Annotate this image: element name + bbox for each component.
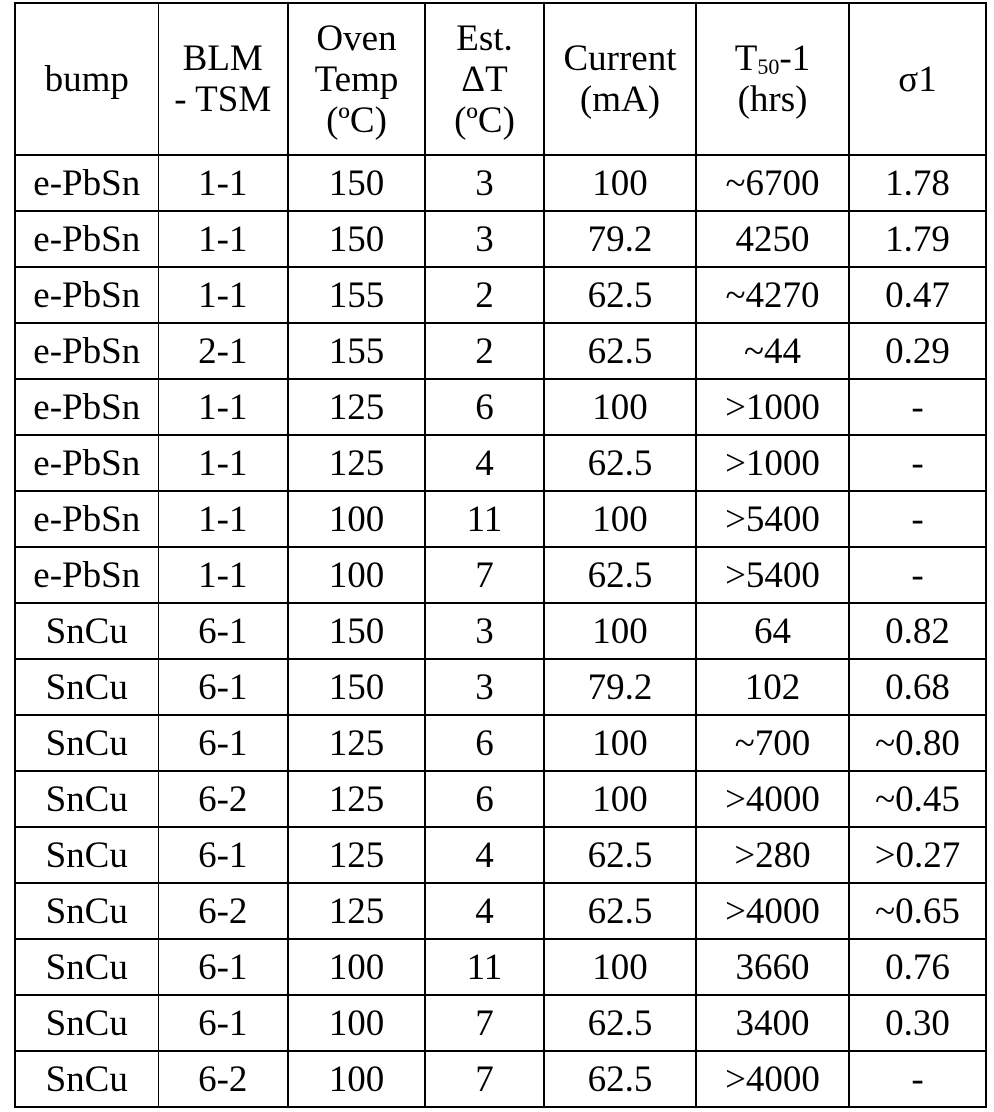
header-est-delta-t (425, 3, 544, 155)
cell-t50: 102 (696, 659, 849, 715)
header-text: (mA) (579, 79, 661, 120)
cell-oven-temp: 100 (288, 1051, 425, 1107)
table-row (15, 995, 986, 1051)
cell-t50: >4000 (696, 883, 849, 939)
table-row (15, 155, 986, 211)
cell-t50: 4250 (696, 211, 849, 267)
cell-current: 100 (544, 491, 696, 547)
header-suffix: -1 (779, 38, 811, 79)
table-row (15, 659, 986, 715)
table-row (15, 491, 986, 547)
cell-est-delta-t: 3 (425, 211, 544, 267)
cell-blm-tsm: 6-1 (158, 659, 288, 715)
header-text: σ1 (898, 58, 937, 100)
cell-sigma: 0.76 (849, 939, 986, 995)
cell-t50: >5400 (696, 491, 849, 547)
cell-est-delta-t: 6 (425, 715, 544, 771)
cell-oven-temp: 155 (288, 323, 425, 379)
cell-sigma: 0.82 (849, 603, 986, 659)
cell-current: 62.5 (544, 547, 696, 603)
cell-sigma: - (849, 547, 986, 603)
cell-current: 100 (544, 155, 696, 211)
cell-oven-temp: 125 (288, 715, 425, 771)
cell-oven-temp: 155 (288, 267, 425, 323)
cell-est-delta-t: 3 (425, 659, 544, 715)
cell-current: 79.2 (544, 659, 696, 715)
cell-est-delta-t: 7 (425, 995, 544, 1051)
cell-blm-tsm: 1-1 (158, 155, 288, 211)
cell-current: 100 (544, 939, 696, 995)
cell-est-delta-t: 2 (425, 323, 544, 379)
cell-t50: >5400 (696, 547, 849, 603)
header-text: - TSM (174, 79, 272, 120)
cell-est-delta-t: 11 (425, 491, 544, 547)
cell-current: 62.5 (544, 883, 696, 939)
cell-oven-temp: 125 (288, 379, 425, 435)
cell-sigma: - (849, 1051, 986, 1107)
cell-sigma: 0.47 (849, 267, 986, 323)
cell-blm-tsm: 6-2 (158, 771, 288, 827)
table-row (15, 883, 986, 939)
cell-est-delta-t: 3 (425, 603, 544, 659)
header-text: ΔT (461, 58, 508, 100)
table-row (15, 939, 986, 995)
cell-t50: >280 (696, 827, 849, 883)
header-t-letter: T (734, 38, 758, 79)
cell-current: 62.5 (544, 995, 696, 1051)
table-row (15, 211, 986, 267)
cell-est-delta-t: 7 (425, 1051, 544, 1107)
cell-current: 62.5 (544, 267, 696, 323)
cell-bump: SnCu (15, 995, 158, 1051)
data-table (14, 2, 987, 1108)
header-sigma (849, 3, 986, 155)
cell-t50: >4000 (696, 771, 849, 827)
cell-oven-temp: 100 (288, 939, 425, 995)
cell-t50: 3400 (696, 995, 849, 1051)
cell-bump: e-PbSn (15, 211, 158, 267)
table-row (15, 771, 986, 827)
cell-est-delta-t: 6 (425, 771, 544, 827)
table-row (15, 603, 986, 659)
cell-blm-tsm: 1-1 (158, 547, 288, 603)
table-body (15, 155, 986, 1107)
cell-t50: ~44 (696, 323, 849, 379)
header-text (697, 38, 848, 79)
cell-current: 100 (544, 379, 696, 435)
cell-oven-temp: 125 (288, 771, 425, 827)
cell-t50: ~6700 (696, 155, 849, 211)
table-row (15, 267, 986, 323)
cell-blm-tsm: 1-1 (158, 491, 288, 547)
table-row (15, 715, 986, 771)
header-text: BLM (182, 38, 263, 79)
cell-current: 62.5 (544, 827, 696, 883)
cell-sigma: 0.29 (849, 323, 986, 379)
header-text: (hrs) (737, 79, 808, 120)
cell-current: 62.5 (544, 1051, 696, 1107)
cell-est-delta-t: 4 (425, 883, 544, 939)
cell-bump: e-PbSn (15, 155, 158, 211)
cell-oven-temp: 100 (288, 491, 425, 547)
cell-blm-tsm: 6-1 (158, 995, 288, 1051)
cell-bump: SnCu (15, 715, 158, 771)
cell-bump: e-PbSn (15, 435, 158, 491)
table-row (15, 1051, 986, 1107)
cell-oven-temp: 150 (288, 211, 425, 267)
cell-sigma: 1.78 (849, 155, 986, 211)
cell-t50: >1000 (696, 435, 849, 491)
cell-sigma: 1.79 (849, 211, 986, 267)
cell-sigma: ~0.45 (849, 771, 986, 827)
cell-t50: >4000 (696, 1051, 849, 1107)
header-t50 (696, 3, 849, 155)
cell-sigma: ~0.80 (849, 715, 986, 771)
cell-sigma: 0.30 (849, 995, 986, 1051)
cell-sigma: 0.68 (849, 659, 986, 715)
cell-current: 100 (544, 715, 696, 771)
cell-oven-temp: 150 (288, 603, 425, 659)
header-text: (ºC) (326, 99, 387, 141)
cell-blm-tsm: 6-2 (158, 883, 288, 939)
cell-bump: e-PbSn (15, 491, 158, 547)
header-text: bump (44, 58, 129, 100)
cell-bump: SnCu (15, 939, 158, 995)
cell-blm-tsm: 6-1 (158, 939, 288, 995)
cell-sigma: - (849, 435, 986, 491)
table-row (15, 435, 986, 491)
table-row (15, 323, 986, 379)
table-row (15, 379, 986, 435)
cell-est-delta-t: 4 (425, 827, 544, 883)
cell-sigma: - (849, 491, 986, 547)
cell-oven-temp: 125 (288, 435, 425, 491)
cell-est-delta-t: 7 (425, 547, 544, 603)
header-text: Oven (316, 17, 397, 59)
cell-t50: 3660 (696, 939, 849, 995)
cell-bump: SnCu (15, 603, 158, 659)
cell-blm-tsm: 1-1 (158, 267, 288, 323)
header-oven-temp (288, 3, 425, 155)
cell-t50: >1000 (696, 379, 849, 435)
cell-blm-tsm: 2-1 (158, 323, 288, 379)
cell-bump: SnCu (15, 659, 158, 715)
cell-current: 79.2 (544, 211, 696, 267)
cell-bump: SnCu (15, 1051, 158, 1107)
header-text: Temp (314, 58, 399, 100)
cell-t50: ~4270 (696, 267, 849, 323)
cell-current: 100 (544, 603, 696, 659)
cell-est-delta-t: 4 (425, 435, 544, 491)
cell-oven-temp: 150 (288, 659, 425, 715)
header-text: (ºC) (454, 99, 515, 141)
cell-blm-tsm: 6-1 (158, 827, 288, 883)
cell-oven-temp: 125 (288, 827, 425, 883)
cell-bump: SnCu (15, 827, 158, 883)
cell-bump: e-PbSn (15, 323, 158, 379)
cell-oven-temp: 100 (288, 995, 425, 1051)
cell-est-delta-t: 6 (425, 379, 544, 435)
cell-est-delta-t: 2 (425, 267, 544, 323)
cell-current: 62.5 (544, 323, 696, 379)
header-row (15, 3, 986, 155)
cell-oven-temp: 100 (288, 547, 425, 603)
cell-bump: e-PbSn (15, 379, 158, 435)
cell-oven-temp: 125 (288, 883, 425, 939)
cell-blm-tsm: 1-1 (158, 435, 288, 491)
header-current (544, 3, 696, 155)
table-row (15, 827, 986, 883)
cell-bump: e-PbSn (15, 547, 158, 603)
cell-sigma: - (849, 379, 986, 435)
cell-blm-tsm: 1-1 (158, 379, 288, 435)
header-subscript: 50 (757, 54, 780, 79)
cell-blm-tsm: 6-2 (158, 1051, 288, 1107)
cell-bump: SnCu (15, 883, 158, 939)
header-blm-tsm (158, 3, 288, 155)
table-row (15, 547, 986, 603)
cell-sigma: >0.27 (849, 827, 986, 883)
cell-blm-tsm: 6-1 (158, 715, 288, 771)
cell-sigma: ~0.65 (849, 883, 986, 939)
header-text: Current (563, 38, 677, 79)
cell-bump: SnCu (15, 771, 158, 827)
cell-t50: ~700 (696, 715, 849, 771)
cell-bump: e-PbSn (15, 267, 158, 323)
cell-est-delta-t: 11 (425, 939, 544, 995)
cell-oven-temp: 150 (288, 155, 425, 211)
header-text: Est. (456, 17, 513, 59)
cell-blm-tsm: 1-1 (158, 211, 288, 267)
cell-blm-tsm: 6-1 (158, 603, 288, 659)
header-bump (15, 3, 158, 155)
cell-est-delta-t: 3 (425, 155, 544, 211)
cell-t50: 64 (696, 603, 849, 659)
cell-current: 100 (544, 771, 696, 827)
cell-current: 62.5 (544, 435, 696, 491)
